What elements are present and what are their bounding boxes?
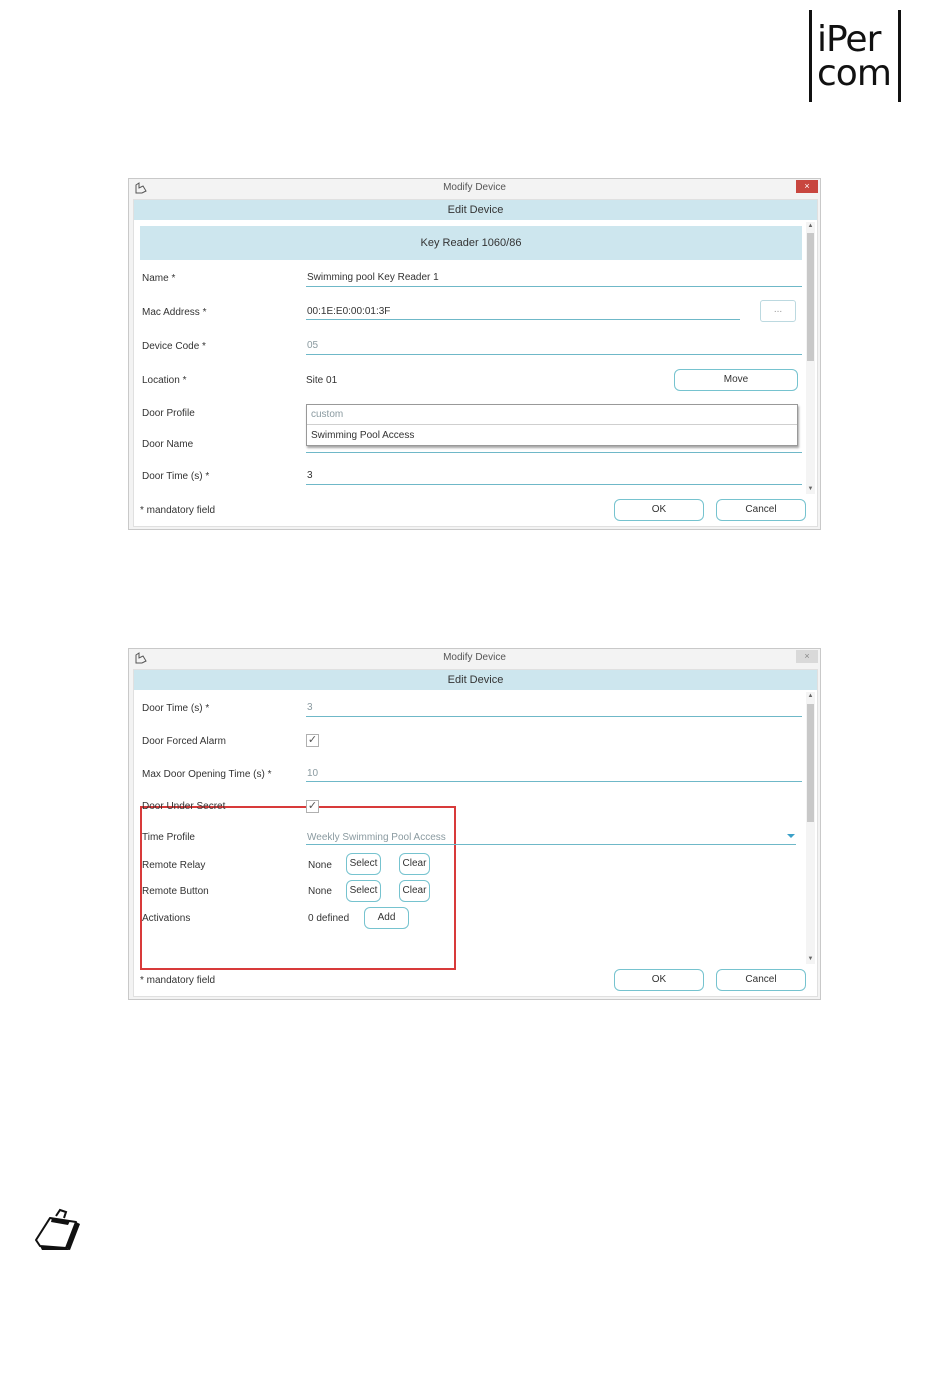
mandatory-note: * mandatory field [140, 505, 216, 516]
close-button[interactable]: × [796, 180, 818, 193]
door-under-secret-label: Door Under Secret [142, 801, 226, 812]
edit-device-panel [133, 669, 818, 997]
location-label: Location * [142, 375, 187, 386]
name-label: Name * [142, 273, 176, 284]
edit-device-header: Edit Device [134, 200, 817, 220]
door-time-label: Door Time (s) * [142, 703, 210, 714]
window-title: Modify Device [443, 652, 506, 663]
door-forced-alarm-checkbox[interactable]: ✓ [307, 734, 318, 746]
edit-device-header: Edit Device [134, 670, 817, 690]
ok-button[interactable]: OK [614, 499, 704, 521]
max-door-opening-underline [306, 781, 802, 782]
modify-device-window-1 [128, 178, 821, 530]
remote-button-label: Remote Button [142, 886, 209, 897]
door-time-field[interactable]: 3 [307, 470, 313, 481]
door-forced-alarm-label: Door Forced Alarm [142, 736, 226, 747]
mac-address-underline [306, 319, 740, 320]
remote-relay-clear-button[interactable]: Clear [399, 853, 430, 875]
scroll-down-icon[interactable]: ▼ [807, 956, 814, 962]
door-under-secret-checkbox[interactable]: ✓ [307, 800, 318, 812]
ipercom-logo [809, 10, 901, 102]
vertical-scrollbar[interactable] [806, 222, 815, 494]
logo-bar-left [809, 10, 812, 102]
device-code-label: Device Code * [142, 341, 206, 352]
door-time-field[interactable]: 3 [307, 702, 313, 713]
logo-text-top: iPer [817, 19, 881, 60]
cancel-button[interactable]: Cancel [716, 499, 806, 521]
max-door-opening-label: Max Door Opening Time (s) * [142, 769, 272, 780]
device-code-field[interactable]: 05 [307, 340, 319, 351]
door-name-underline [306, 452, 802, 453]
activations-value: 0 defined [308, 913, 350, 924]
door-time-underline [306, 484, 802, 485]
mac-address-field[interactable]: 00:1E:E0:00:01:3F [307, 306, 391, 317]
close-button[interactable]: × [796, 650, 818, 663]
dropdown-option-custom[interactable]: custom [307, 405, 797, 425]
add-activation-button[interactable]: Add [364, 907, 409, 929]
cancel-button[interactable]: Cancel [716, 969, 806, 991]
door-name-label: Door Name [142, 439, 194, 450]
remote-relay-select-button[interactable]: Select [346, 853, 381, 875]
door-time-label: Door Time (s) * [142, 471, 210, 482]
time-profile-label: Time Profile [142, 832, 195, 843]
ok-button[interactable]: OK [614, 969, 704, 991]
scroll-thumb[interactable] [807, 704, 814, 822]
door-time-underline [306, 716, 802, 717]
remote-button-select-button[interactable]: Select [346, 880, 381, 902]
scroll-up-icon[interactable]: ▲ [807, 693, 814, 699]
mac-address-label: Mac Address * [142, 307, 207, 318]
name-field[interactable]: Swimming pool Key Reader 1 [307, 272, 439, 283]
door-profile-label: Door Profile [142, 408, 195, 419]
activations-label: Activations [142, 913, 191, 924]
max-door-opening-field[interactable]: 10 [307, 768, 319, 779]
mandatory-note: * mandatory field [140, 975, 216, 986]
name-underline [306, 286, 802, 287]
logo-text-bottom: com [817, 53, 891, 94]
edit-device-panel [133, 199, 818, 527]
scroll-down-icon[interactable]: ▼ [807, 486, 814, 492]
move-button[interactable]: Move [674, 369, 798, 391]
dropdown-option-swimming-pool-access[interactable]: Swimming Pool Access [311, 430, 415, 441]
window-title: Modify Device [443, 182, 506, 193]
scroll-thumb[interactable] [807, 233, 814, 361]
time-profile-underline [306, 844, 796, 845]
remote-relay-value: None [308, 860, 332, 871]
chevron-down-icon[interactable] [787, 834, 795, 838]
time-profile-select[interactable]: Weekly Swimming Pool Access [307, 832, 446, 843]
mac-browse-button[interactable]: ... [760, 300, 796, 322]
scroll-up-icon[interactable]: ▲ [807, 223, 814, 229]
titlebar [129, 649, 820, 667]
notepad-icon [32, 1206, 84, 1252]
door-profile-dropdown[interactable] [306, 404, 798, 446]
modify-device-window-2 [128, 648, 821, 1000]
remote-button-clear-button[interactable]: Clear [399, 880, 430, 902]
device-model-band: Key Reader 1060/86 [140, 226, 802, 260]
location-value: Site 01 [306, 375, 338, 386]
vertical-scrollbar[interactable] [806, 692, 815, 964]
remote-relay-label: Remote Relay [142, 860, 206, 871]
titlebar [129, 179, 820, 197]
remote-button-value: None [308, 886, 332, 897]
logo-bar-right [898, 10, 901, 102]
device-code-underline [306, 354, 802, 355]
